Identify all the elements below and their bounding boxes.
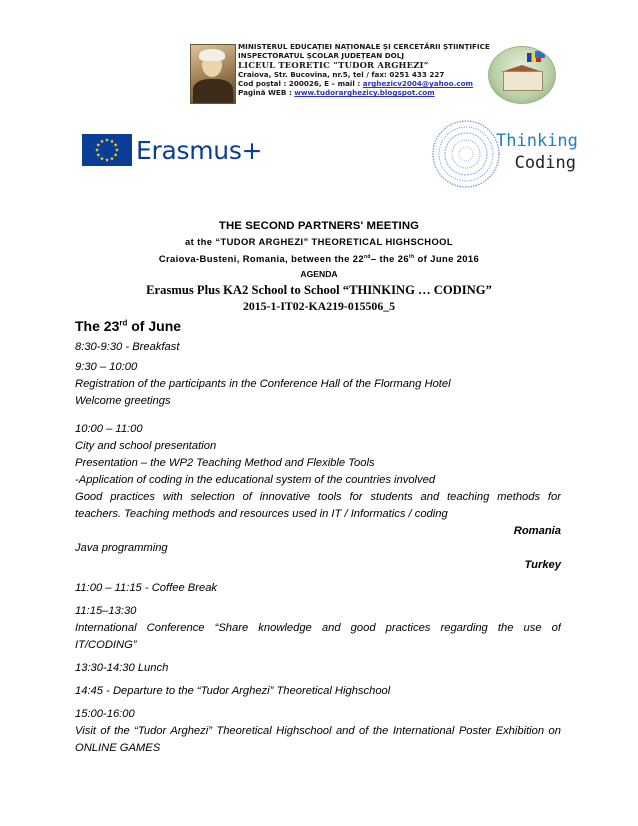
agenda-list: [75, 339, 561, 757]
welcome-text: Welcome greetings: [75, 395, 171, 407]
meeting-title: THE SECOND PARTNERS' MEETING: [218, 220, 420, 232]
conference-time: 11:15–13:30: [75, 605, 137, 617]
project-title: Erasmus Plus KA2 School to School “THINKING … CODING”: [146, 283, 492, 297]
school-building-logo: [488, 46, 556, 104]
web-link[interactable]: www.tudorarghezicy.blogspot.com: [294, 88, 435, 98]
coffee-break: 11:00 – 11:15 - Coffee Break: [75, 582, 218, 594]
eu-star-icon: [105, 158, 109, 162]
country-romania: Romania: [513, 525, 561, 537]
inspectorate-line: INSPECTORATUL ȘCOLAR JUDEȚEAN DOLJ: [238, 51, 405, 61]
departure-item: 14:45 - Departure to the “Tudor Arghezi” Theoretical Highschool: [75, 685, 391, 697]
eu-star-icon: [114, 143, 118, 147]
project-code: 2015-1-IT02-KA219-015506_5: [242, 299, 396, 313]
thinking-coding-wordmark: [496, 130, 576, 174]
eu-star-icon: [96, 153, 100, 157]
address-line: Craiova, Str. Bucovina, nr.5, tel / fax: 0251 433 227: [238, 69, 445, 79]
agenda-label: AGENDA: [300, 269, 338, 279]
ministry-line: MINISTERUL EDUCAȚIEI NAȚIONALE ȘI CERCETĂRII ȘTIINȚIFICE: [238, 42, 490, 51]
school-line: at the “TUDOR ARGHEZI” THEORETICAL HIGHSCHOOL: [184, 236, 453, 247]
email-link[interactable]: arghezicv2004@yahoo.com: [362, 79, 474, 89]
conference-line2: IT/CODING”: [75, 639, 137, 651]
coding-application-text: -Application of coding in the educational system of the countries involved: [75, 474, 436, 486]
eu-star-icon: [96, 143, 100, 147]
eu-flag-icon: [82, 134, 132, 166]
thinking-coding-circle-logo: [430, 118, 502, 190]
registration-time: 9:30 – 10:00: [75, 361, 138, 373]
eu-star-icon: [110, 157, 114, 161]
eu-star-icon: [100, 139, 104, 143]
coding-word: Coding: [514, 153, 576, 173]
eu-star-icon: [114, 153, 118, 157]
visit-line2: ONLINE GAMES: [75, 742, 161, 754]
good-practices-line1: Good practices with selection of innovative tools for students and teaching methods for: [75, 491, 561, 503]
eu-star-icon: [100, 157, 104, 161]
java-programming: Java programming: [75, 542, 168, 554]
day-heading: The 23rd of June: [75, 318, 182, 334]
good-practices-line2: teachers. Teaching methods and resources used in IT / Informatics / coding: [75, 508, 448, 520]
letterhead: [238, 42, 488, 98]
portrait-photo: [190, 44, 236, 104]
registration-text: Registration of the participants in the Conference Hall of the Flormang Hotel: [75, 378, 451, 390]
web-line: Pagină WEB : www.tudorarghezicy.blogspot.com: [238, 88, 435, 98]
conference-line1: International Conference “Share knowledge and good practices regarding the use of: [75, 622, 561, 634]
eu-star-icon: [115, 148, 119, 152]
visit-line1: Visit of the “Tudor Arghezi” Theoretical Highschool and of the International Poster Exhibition on: [75, 725, 561, 737]
eu-star-icon: [105, 138, 109, 142]
city-text: City and school presentation: [75, 440, 217, 452]
eu-star-icon: [110, 139, 114, 143]
country-turkey: Turkey: [524, 559, 561, 571]
city-time: 10:00 – 11:00: [75, 423, 143, 435]
eu-star-icon: [95, 148, 99, 152]
breakfast-item: 8:30-9:30 - Breakfast: [75, 341, 180, 353]
school-name: LICEUL TEORETIC “TUDOR ARGHEZI”: [238, 59, 429, 70]
thinking-word: Thinking: [496, 131, 578, 151]
place-dates-line: Craiova-Busteni, Romania, between the 22nd– the 26th of June 2016: [158, 253, 480, 264]
wp2-text: Presentation – the WP2 Teaching Method and Flexible Tools: [75, 457, 375, 469]
lunch-item: 13:30-14:30 Lunch: [75, 662, 169, 674]
erasmus-plus-logo: Erasmus+: [136, 136, 263, 165]
postal-email-line: Cod poștal : 200026, E – mail : arghezicv2004@yahoo.com: [238, 79, 474, 89]
visit-time: 15:00-16:00: [75, 708, 135, 720]
